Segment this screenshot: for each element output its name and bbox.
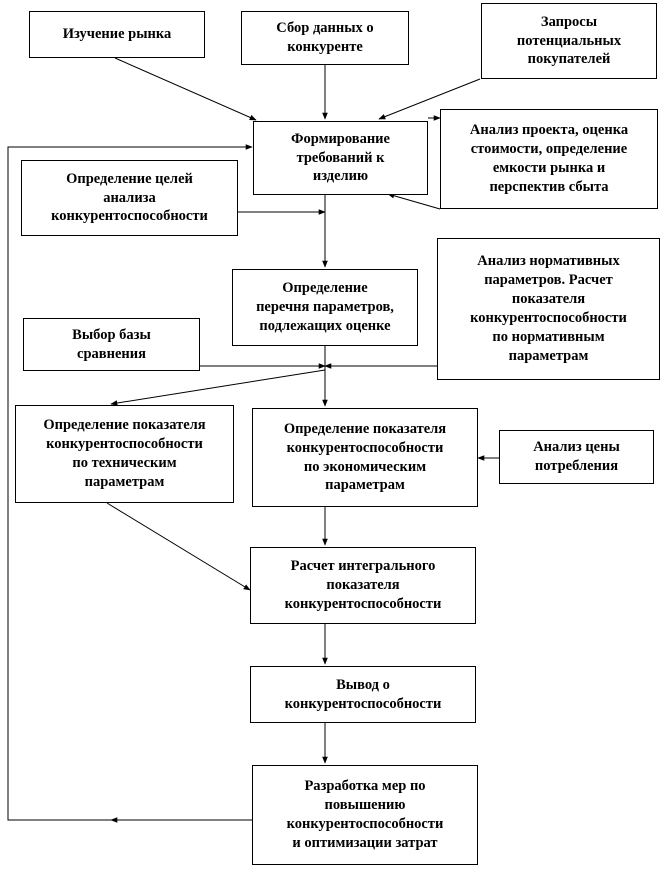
econ-index-label: Определение показателя конкурентоспособности по экономическим параметрам (283, 420, 447, 494)
competitor-data-label: Сбор данных о конкуренте (276, 20, 374, 55)
conclusion-box (250, 666, 476, 723)
normative-analysis-box (437, 238, 660, 380)
param-list-box (232, 269, 418, 346)
arrow-junction-to-tech (111, 370, 325, 404)
requirements-box (253, 121, 428, 195)
arrow-market-to-requirements (115, 58, 256, 120)
arrow-tech-to-integral (107, 503, 250, 590)
buyer-requests-label: Запросы потенциальных покупателей (516, 13, 622, 68)
comparison-base-box (23, 318, 200, 371)
project-analysis-label: Анализ проекта, оценка стоимости, определение емкости рынка и перспектив сбыта (469, 122, 629, 195)
tech-index-box (15, 405, 234, 503)
requirements-label: Формирование требований к изделию (291, 130, 390, 185)
analysis-goals-label: Определение целей анализа конкурентоспособности (51, 170, 208, 225)
competitor-data-box (241, 11, 409, 65)
integral-index-box (250, 547, 476, 624)
analysis-goals-box (21, 160, 238, 236)
comparison-base-label: Выбор базы сравнения (72, 326, 151, 362)
measures-label: Разработка мер по повышению конкурентоспособности и оптимизации затрат (286, 778, 444, 851)
measures-box (252, 765, 478, 865)
market-study-label: Изучение рынка (62, 26, 172, 43)
econ-index-box (252, 408, 478, 507)
param-list-label: Определение перечня параметров, подлежащих оценке (256, 280, 394, 334)
market-study-box (29, 11, 205, 58)
integral-index-label: Расчет интегрального показателя конкурентоспособности (284, 558, 442, 612)
price-analysis-label: Анализ цены потребления (533, 439, 620, 474)
conclusion-label: Вывод о конкурентоспособности (284, 676, 442, 712)
tech-index-label: Определение показателя конкурентоспособности по техническим параметрам (43, 417, 206, 490)
price-analysis-box (499, 430, 654, 484)
arrow-project-to-requirements (388, 194, 440, 209)
project-analysis-box (440, 109, 658, 209)
normative-analysis-label: Анализ нормативных параметров. Расчет показателя конкурентоспособности по нормативным параметрам (470, 253, 627, 364)
buyer-requests-box (481, 3, 657, 79)
